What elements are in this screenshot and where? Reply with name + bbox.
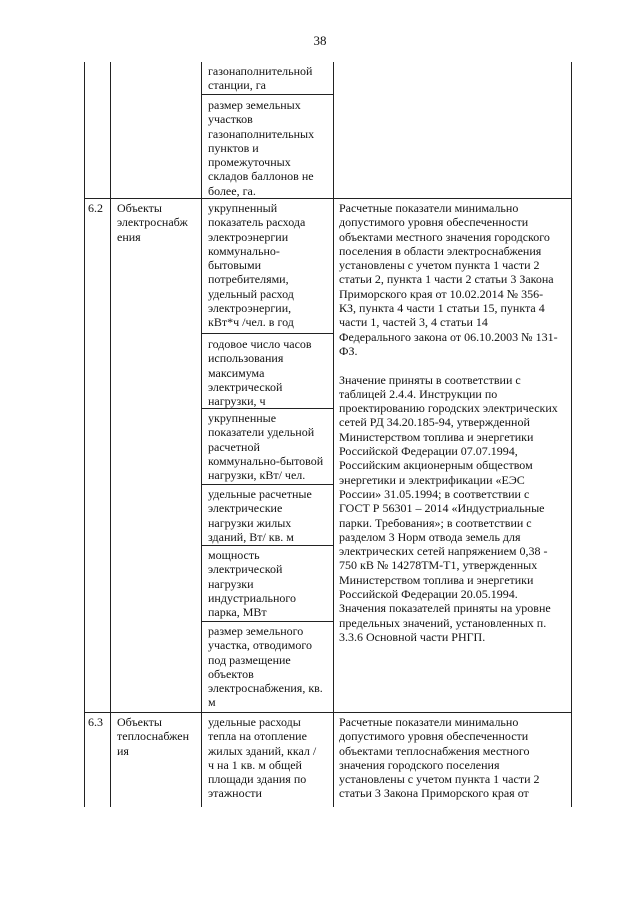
param-cell: укрупненные показатели удельной расчетной коммунально-бытовой нагрузки, кВт/ чел. <box>208 411 324 483</box>
param-cell: размер земельного участка, отводимого под размещение объектов электроснабжения, кв. м <box>208 624 323 710</box>
param-separator <box>201 621 334 622</box>
object-name: Объекты электроснабж ения <box>117 201 188 244</box>
param-cell: размер земельных участков газонаполнительных пунктов и промежуточных складов баллонов не более, га. <box>208 98 315 198</box>
param-cell: газонаполнительной станции, га <box>208 64 313 93</box>
table-col-divider-3 <box>333 62 334 807</box>
param-cell: удельные расходы тепла на отопление жилых зданий, ккал / ч на 1 кв. м общей площади здания по этажности <box>208 715 317 801</box>
table-left-border <box>84 62 85 807</box>
param-separator <box>201 333 334 334</box>
row-number: 6.2 <box>88 201 103 215</box>
table-col-divider-1 <box>110 62 111 807</box>
justification-cell: Расчетные показатели минимально допустимого уровня обеспеченности объектами теплоснабжения местного значения городского поселения установлены с учетом пункта 1 части 2 статьи 3 Закона Приморского края от <box>339 715 540 801</box>
object-name: Объекты теплоснабжен ия <box>117 715 190 758</box>
param-cell: удельные расчетные электрические нагрузки жилых зданий, Вт/ кв. м <box>208 487 312 544</box>
row-number: 6.3 <box>88 715 103 729</box>
justification-cell: Расчетные показатели минимально допустимого уровня обеспеченности объектами местного значения городского поселения в области электроснабжения установлены с учетом пункта 1 части 2 статьи 2, пункта 1 части 2 статьи 3 Закона Приморского края от 10.02.2014 № 356- КЗ, пункта 4 части 1 статьи 15, пункта 4 части 1, частей 3, 4 статьи 14 Федерального закона от 06.10.2003 № 131- ФЗ. Значение приняты в соответствии с таблицей 2.4.4. Инструкции по проектированию городских электрических сетей РД 34.20.185-94, утвержденной Министерством топлива и энергетики Российской Федерации 07.07.1994, Российским акционерным обществом энергетики и электрификации «ЕЭС России» 31.05.1994; в соответствии с ГОСТ Р 56301 – 2014 «Индустриальные парки. Требования»; в соответствии с разделом 3 Норм отвода земель для электрических сетей напряжением 0,38 - 750 кВ № 14278ТМ-Т1, утвержденных Министерством топлива и энергетики Российской Федерации 20.05.1994. Значения показателей приняты на уровне предельных значений, установленных п. 3.3.6 Основной части РНГП. <box>339 201 558 644</box>
param-separator <box>201 545 334 546</box>
row-separator-6-3 <box>84 712 572 713</box>
param-cell: годовое число часов использования максимума электрической нагрузки, ч <box>208 337 312 409</box>
param-separator <box>201 94 334 95</box>
param-separator <box>201 484 334 485</box>
table-right-border <box>571 62 572 807</box>
table-col-divider-2 <box>201 62 202 807</box>
page-number: 38 <box>313 33 327 48</box>
param-cell: мощность электрической нагрузки индустриального парка, МВт <box>208 548 297 620</box>
param-cell: укрупненный показатель расхода электроэнергии коммунально- бытовыми потребителями, удельный расход электроэнергии, кВт*ч /чел. в год <box>208 201 306 330</box>
row-separator-6-2 <box>84 198 572 199</box>
